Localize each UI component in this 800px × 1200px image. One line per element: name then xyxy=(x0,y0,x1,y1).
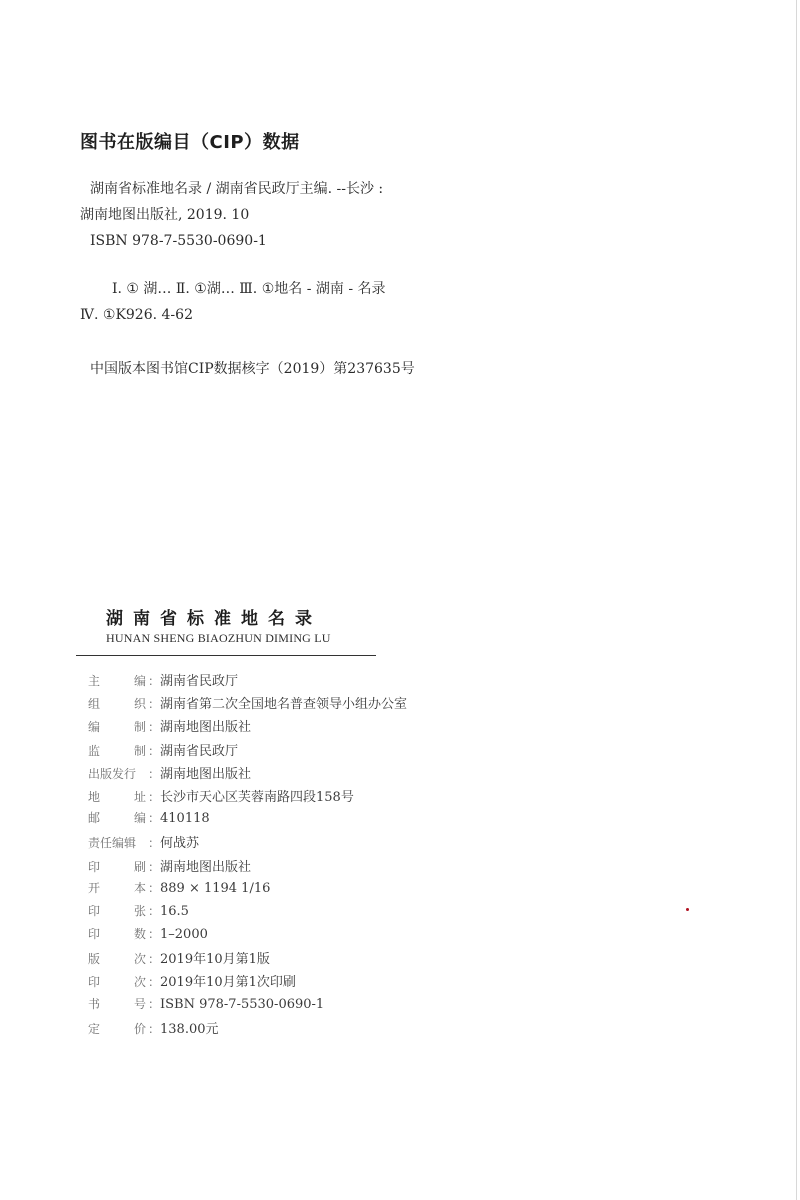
colophon-label-text xyxy=(88,742,146,759)
book-pinyin-title: HUNAN SHENG BIAOZHUN DIMING LU xyxy=(106,631,331,645)
colophon-label-char: 印 xyxy=(88,975,101,990)
colophon-value: 何战苏 xyxy=(160,836,200,852)
colophon-label xyxy=(88,925,160,942)
colophon-label xyxy=(88,718,160,735)
colophon-colon: ： xyxy=(147,903,160,918)
colophon-row xyxy=(88,809,488,832)
colophon-label-char: 号 xyxy=(133,996,146,1011)
colophon-label-char: 张 xyxy=(133,903,146,918)
colophon-label-char: 编 xyxy=(133,811,146,826)
title-rule xyxy=(76,655,376,656)
colophon-label xyxy=(88,765,160,782)
colophon-label xyxy=(88,742,160,759)
colophon-label-text xyxy=(88,902,146,919)
cip-record xyxy=(80,176,500,382)
colophon-label-char: 印 xyxy=(88,927,101,942)
colophon-label-char: 编 xyxy=(133,674,146,688)
colophon-label-char: 定 xyxy=(88,1021,101,1036)
colophon-label-text xyxy=(88,950,146,967)
colophon-colon: ： xyxy=(147,880,160,895)
colophon-colon: ： xyxy=(147,697,160,712)
colophon-value: 湖南地图出版社 xyxy=(160,859,252,875)
colophon-label-text xyxy=(88,879,146,896)
cip-line-title: 湖南省标准地名录 / 湖南省民政厅主编. --长沙 : xyxy=(90,181,384,197)
colophon-label-char: 编 xyxy=(88,720,101,735)
print-speck xyxy=(686,908,689,911)
colophon-label-text xyxy=(88,809,146,826)
colophon-colon: ： xyxy=(147,811,160,826)
colophon-row xyxy=(88,971,488,994)
colophon-colon: ： xyxy=(147,789,160,804)
colophon-label xyxy=(88,995,160,1012)
colophon-label-text xyxy=(88,925,146,942)
colophon-value: ISBN 978-7-5530-0690-1 xyxy=(160,996,325,1012)
colophon-label-char: 数 xyxy=(133,927,146,942)
colophon-label-char: 开 xyxy=(88,880,101,895)
cip-line-publisher: 湖南地图出版社, 2019. 10 xyxy=(80,207,250,223)
colophon-label xyxy=(88,1020,160,1037)
colophon-label-text xyxy=(88,672,146,689)
colophon-label-char: 次 xyxy=(133,952,146,967)
colophon-colon: ： xyxy=(147,836,160,851)
colophon-row xyxy=(88,670,488,693)
colophon-label xyxy=(88,950,160,967)
colophon-label-char: 刷 xyxy=(133,859,146,874)
colophon-colon: ： xyxy=(147,975,160,990)
colophon-label-char: 制 xyxy=(133,743,146,758)
colophon-colon: ： xyxy=(147,720,160,735)
colophon-colon: ： xyxy=(147,952,160,967)
colophon-label-char: 印 xyxy=(88,859,101,874)
colophon-label xyxy=(88,858,160,875)
colophon-label-char: 主 xyxy=(88,674,101,688)
book-title: 湖南省标准地名录 xyxy=(106,609,322,629)
colophon-label-char: 本 xyxy=(133,880,146,895)
colophon-colon: ： xyxy=(147,859,160,874)
page-edge xyxy=(796,0,797,1200)
colophon-row xyxy=(88,925,488,948)
colophon-label-char: 版 xyxy=(88,952,101,967)
colophon-row xyxy=(88,740,488,763)
colophon-label-char: 监 xyxy=(88,743,101,758)
colophon-value: 湖南省民政厅 xyxy=(160,743,239,759)
colophon-label xyxy=(88,879,160,896)
colophon-row xyxy=(88,856,488,879)
colophon-colon: ： xyxy=(147,927,160,942)
colophon-label xyxy=(88,973,160,990)
colophon-label-char: 书 xyxy=(88,996,101,1011)
colophon-row xyxy=(88,786,488,809)
colophon-label xyxy=(88,809,160,826)
colophon-value: 1–2000 xyxy=(160,927,208,943)
colophon-label-char: 织 xyxy=(133,697,146,712)
colophon-label-char: 邮 xyxy=(88,811,101,826)
colophon-label-text xyxy=(88,718,146,735)
colophon-value: 889 × 1194 1/16 xyxy=(160,880,271,896)
colophon-label xyxy=(88,902,160,919)
colophon-row xyxy=(88,832,488,855)
colophon-row xyxy=(88,995,488,1018)
cip-line-subjects: Ⅰ. ① 湖… Ⅱ. ①湖… Ⅲ. ①地名 - 湖南 - 名录 xyxy=(112,281,386,297)
colophon-label-char: 地 xyxy=(88,789,101,804)
cip-heading: 图书在版编目（CIP）数据 xyxy=(80,132,300,153)
colophon-label-char: 制 xyxy=(133,720,146,735)
colophon-row xyxy=(88,1018,488,1041)
cip-line-isbn: ISBN 978-7-5530-0690-1 xyxy=(90,233,267,249)
colophon-row xyxy=(88,879,488,902)
colophon-row xyxy=(88,948,488,971)
colophon-row xyxy=(88,902,488,925)
colophon-value: 410118 xyxy=(160,811,210,827)
colophon-label-text xyxy=(88,1020,146,1037)
colophon-value: 2019年10月第1次印刷 xyxy=(160,975,296,991)
colophon-label xyxy=(88,695,160,712)
colophon-row xyxy=(88,693,488,716)
colophon-label-text xyxy=(88,973,146,990)
colophon-row xyxy=(88,716,488,739)
colophon-value: 湖南地图出版社 xyxy=(160,766,252,782)
colophon-value: 湖南地图出版社 xyxy=(160,720,252,736)
colophon-colon: ： xyxy=(147,766,160,781)
colophon-value: 138.00元 xyxy=(160,1021,219,1037)
colophon-colon: ： xyxy=(147,1021,160,1036)
colophon-value: 长沙市天心区芙蓉南路四段158号 xyxy=(160,789,354,805)
colophon-value: 湖南省第二次全国地名普查领导小组办公室 xyxy=(160,697,408,713)
colophon-label-char: 组 xyxy=(88,697,101,712)
colophon-label-char: 次 xyxy=(133,975,146,990)
colophon-label-char: 印 xyxy=(88,903,101,918)
colophon-label-text xyxy=(88,788,146,805)
colophon-label-char: 价 xyxy=(133,1021,146,1036)
colophon-colon: ： xyxy=(147,743,160,758)
colophon-colon: ： xyxy=(147,674,160,688)
cip-line-catalog-number: 中国版本图书馆CIP数据核字（2019）第237635号 xyxy=(90,361,415,377)
colophon-label-text xyxy=(88,995,146,1012)
colophon-label-text: 出版发行 xyxy=(88,766,137,781)
colophon-colon: ： xyxy=(147,996,160,1011)
colophon-row xyxy=(88,763,488,786)
colophon-label-text xyxy=(88,858,146,875)
colophon-label-char: 址 xyxy=(133,789,146,804)
colophon-label xyxy=(88,788,160,805)
colophon-label-text: 责任编辑 xyxy=(88,836,137,851)
colophon-label xyxy=(88,672,160,689)
colophon-label-text xyxy=(88,695,146,712)
colophon-value: 2019年10月第1版 xyxy=(160,952,270,968)
cip-line-classification: Ⅳ. ①K926. 4-62 xyxy=(80,307,193,323)
colophon-list xyxy=(88,670,488,1041)
colophon-value: 湖南省民政厅 xyxy=(160,674,239,689)
colophon-value: 16.5 xyxy=(160,903,189,919)
colophon-label xyxy=(88,834,160,851)
